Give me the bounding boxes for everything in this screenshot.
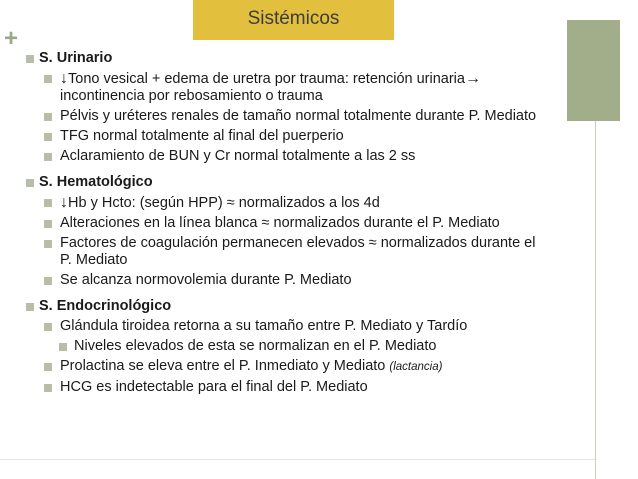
item-note: (lactancia) xyxy=(389,361,443,373)
slide-title: Sistémicos xyxy=(247,8,340,29)
item-text: Prolactina se eleva entre el P. Inmediato y Mediato xyxy=(60,358,390,374)
bullet-icon xyxy=(44,153,52,161)
item-text: Hb y Hcto: (según HPP) ≈ normalizados a los 4d xyxy=(68,195,380,211)
bullet-icon xyxy=(44,113,52,121)
list-item xyxy=(0,318,630,335)
sub-list-item xyxy=(0,338,630,355)
list-item xyxy=(0,128,630,145)
plus-icon: + xyxy=(4,25,19,52)
item-text: HCG es indetectable para el final del P. Mediato xyxy=(60,379,368,395)
list-item xyxy=(0,379,630,396)
section-endocrinologico xyxy=(0,298,630,396)
section-hematologico xyxy=(0,174,630,289)
item-text: Pélvis y uréteres renales de tamaño normal totalmente durante P. Mediato xyxy=(60,108,537,124)
item-text: TFG normal totalmente al final del puerperio xyxy=(60,128,344,144)
slide-content xyxy=(0,50,630,405)
item-text-continuation: incontinencia por rebosamiento o trauma xyxy=(60,88,323,104)
list-item xyxy=(0,108,630,125)
down-arrow-icon: ↓ xyxy=(60,70,68,87)
item-text: Niveles elevados de esta se normalizan en el P. Mediato xyxy=(74,338,437,354)
item-text: Alteraciones en la línea blanca ≈ normalizados durante el P. Mediato xyxy=(60,215,500,231)
list-item xyxy=(0,215,630,232)
bullet-icon xyxy=(44,323,52,331)
list-item xyxy=(0,272,630,289)
section-heading xyxy=(0,50,630,67)
heading-text: S. Hematológico xyxy=(39,174,153,190)
bullet-icon xyxy=(44,240,52,248)
item-text: Aclaramiento de BUN y Cr normal totalmente a las 2 ss xyxy=(60,148,416,164)
section-heading xyxy=(0,174,630,191)
item-text: Se alcanza normovolemia durante P. Mediato xyxy=(60,272,352,288)
bullet-icon xyxy=(26,303,34,311)
bullet-icon xyxy=(26,55,34,63)
item-text: Tono vesical + edema de uretra por trauma: retención urinaria xyxy=(68,71,465,87)
bullet-icon xyxy=(44,75,52,83)
bullet-icon xyxy=(44,277,52,285)
item-text: Glándula tiroidea retorna a su tamaño entre P. Mediato y Tardío xyxy=(60,318,468,334)
bottom-rule xyxy=(0,459,595,460)
bullet-icon xyxy=(44,363,52,371)
right-arrow-icon: → xyxy=(464,70,481,87)
list-item xyxy=(0,148,630,165)
section-heading xyxy=(0,298,630,315)
list-item xyxy=(0,194,630,212)
bullet-icon xyxy=(44,384,52,392)
section-urinario xyxy=(0,50,630,165)
heading-text: S. Endocrinológico xyxy=(39,298,172,314)
bullet-icon xyxy=(44,133,52,141)
bullet-icon xyxy=(44,199,52,207)
bullet-icon xyxy=(44,220,52,228)
down-arrow-icon: ↓ xyxy=(60,194,68,211)
heading-text: S. Urinario xyxy=(39,50,113,66)
item-text-continuation: P. Mediato xyxy=(60,252,128,268)
item-text: Factores de coagulación permanecen elevados ≈ normalizados durante el xyxy=(60,235,536,251)
bullet-icon xyxy=(59,343,67,351)
list-item xyxy=(0,70,630,105)
list-item xyxy=(0,235,630,269)
bullet-icon xyxy=(26,179,34,187)
list-item xyxy=(0,358,630,376)
